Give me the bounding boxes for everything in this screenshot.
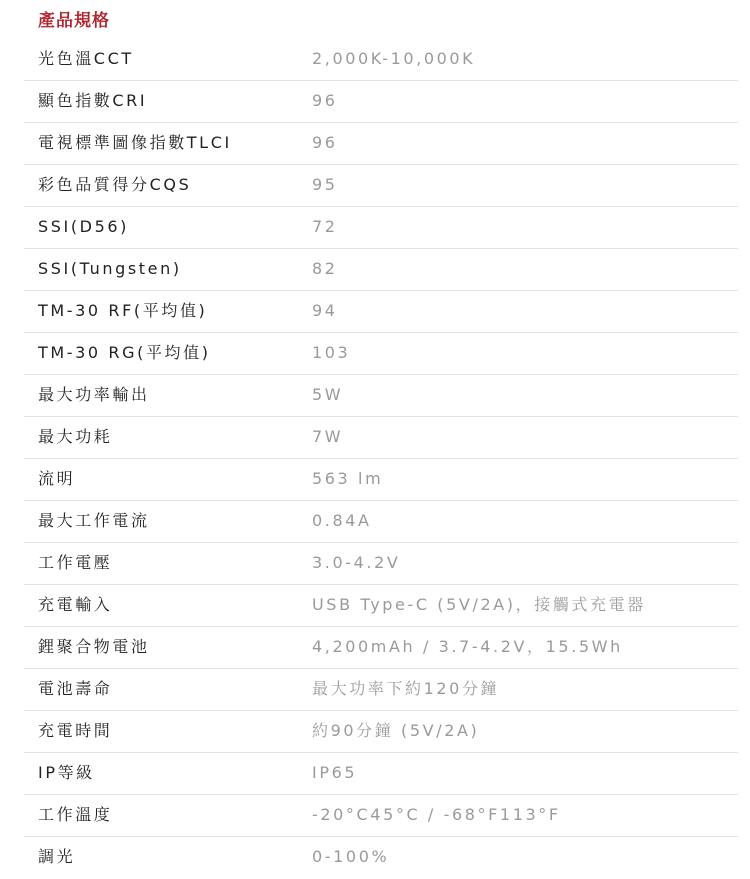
spec-value: -20°C45°C / -68°F113°F bbox=[312, 805, 561, 824]
spec-value: 72 bbox=[312, 217, 338, 236]
spec-value: 約90分鐘 (5V/2A) bbox=[312, 721, 480, 740]
spec-row bbox=[24, 668, 738, 711]
spec-label: 最大功率輸出 bbox=[38, 385, 150, 404]
spec-row bbox=[24, 500, 738, 543]
spec-row bbox=[24, 836, 738, 878]
spec-value: 4,200mAh / 3.7-4.2V，15.5Wh bbox=[312, 637, 623, 656]
spec-value: 0-100% bbox=[312, 847, 390, 866]
spec-label: TM-30 RG(平均值) bbox=[38, 343, 211, 362]
spec-label: 流明 bbox=[38, 469, 76, 488]
spec-value: 最大功率下約120分鐘 bbox=[312, 679, 500, 698]
section-title: 產品規格 bbox=[38, 11, 110, 31]
spec-value: 94 bbox=[312, 301, 338, 320]
spec-label: 彩色品質得分CQS bbox=[38, 175, 192, 194]
spec-label: 工作電壓 bbox=[38, 553, 113, 572]
spec-value: 95 bbox=[312, 175, 338, 194]
spec-value: 2,000K-10,000K bbox=[312, 49, 476, 68]
spec-row bbox=[24, 164, 738, 207]
spec-label: 鋰聚合物電池 bbox=[38, 637, 150, 656]
spec-label: SSI(Tungsten) bbox=[38, 259, 182, 278]
spec-row bbox=[24, 458, 738, 501]
spec-value: 563 lm bbox=[312, 469, 384, 488]
spec-row bbox=[24, 248, 738, 291]
spec-label: 充電輸入 bbox=[38, 595, 113, 614]
spec-row bbox=[24, 80, 738, 123]
spec-row bbox=[24, 38, 738, 81]
spec-label: 光色溫CCT bbox=[38, 49, 134, 68]
spec-label: 工作溫度 bbox=[38, 805, 113, 824]
spec-value: USB Type-C (5V/2A)，接觸式充電器 bbox=[312, 595, 646, 614]
spec-row bbox=[24, 206, 738, 249]
spec-label: 調光 bbox=[38, 847, 76, 866]
spec-row bbox=[24, 416, 738, 459]
spec-label: 充電時間 bbox=[38, 721, 113, 740]
spec-label: TM-30 RF(平均值) bbox=[38, 301, 208, 320]
spec-value: 0.84A bbox=[312, 511, 372, 530]
spec-value: 7W bbox=[312, 427, 344, 446]
spec-label: 最大工作電流 bbox=[38, 511, 150, 530]
spec-row bbox=[24, 752, 738, 795]
spec-value: 3.0-4.2V bbox=[312, 553, 401, 572]
spec-label: 電視標準圖像指數TLCI bbox=[38, 133, 232, 152]
spec-row bbox=[24, 122, 738, 165]
spec-value: 5W bbox=[312, 385, 344, 404]
spec-value: 82 bbox=[312, 259, 338, 278]
spec-row bbox=[24, 290, 738, 333]
spec-value: 96 bbox=[312, 133, 338, 152]
spec-value: 96 bbox=[312, 91, 338, 110]
spec-value: IP65 bbox=[312, 763, 358, 782]
spec-label: IP等級 bbox=[38, 763, 95, 782]
spec-row bbox=[24, 710, 738, 753]
spec-label: 最大功耗 bbox=[38, 427, 113, 446]
spec-row bbox=[24, 584, 738, 627]
spec-label: SSI(D56) bbox=[38, 217, 129, 236]
spec-row bbox=[24, 374, 738, 417]
spec-row bbox=[24, 794, 738, 837]
spec-value: 103 bbox=[312, 343, 351, 362]
spec-label: 顯色指數CRI bbox=[38, 91, 148, 110]
spec-row bbox=[24, 542, 738, 585]
spec-label: 電池壽命 bbox=[38, 679, 113, 698]
spec-row bbox=[24, 332, 738, 375]
spec-row bbox=[24, 626, 738, 669]
